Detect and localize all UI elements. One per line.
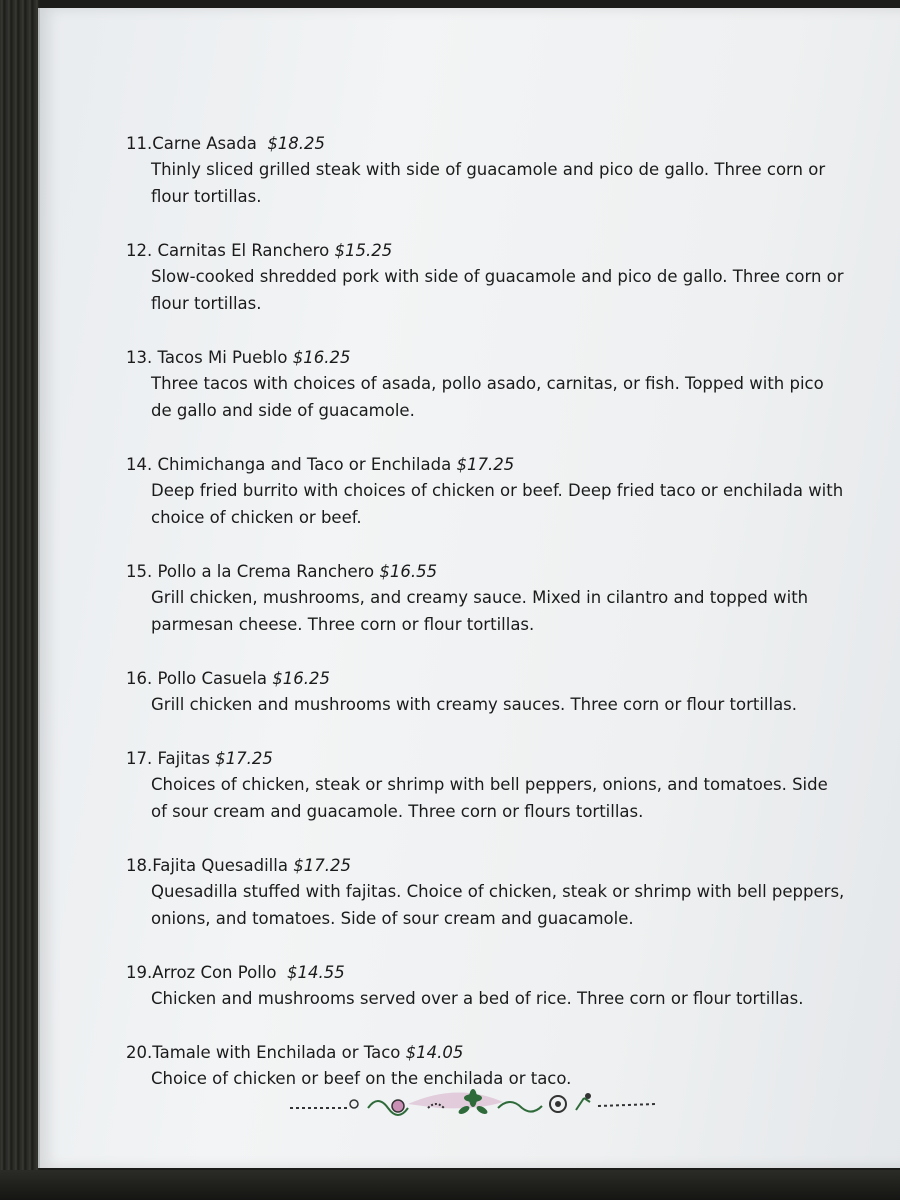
item-price: $14.55 [286, 963, 345, 982]
item-price: $18.25 [267, 134, 326, 153]
item-name: 16. Pollo Casuela [126, 669, 267, 688]
menu-item-16 [126, 667, 846, 718]
floral-divider-icon [288, 1082, 658, 1122]
menu-item-11 [126, 132, 846, 210]
item-name: 11.Carne Asada [126, 134, 257, 153]
item-description: Choices of chicken, steak or shrimp with bell peppers, onions, and tomatoes. Side of sour cream and guacamole. Three corn or flours tortillas. [151, 775, 828, 821]
item-price: $17.25 [215, 749, 273, 768]
item-price: $17.25 [293, 856, 351, 875]
item-description: Chicken and mushrooms served over a bed of rice. Three corn or flour tortillas. [151, 989, 804, 1008]
item-description: Slow-cooked shredded pork with side of guacamole and pico de gallo. Three corn or flour tortillas. [151, 267, 844, 313]
item-name: 19.Arroz Con Pollo [126, 963, 277, 982]
item-description: Grill chicken, mushrooms, and creamy sauce. Mixed in cilantro and topped with parmesan cheese. Three corn or flour tortillas. [151, 588, 809, 634]
item-description: Choice of chicken or beef on the enchilada or taco. [151, 1069, 572, 1088]
item-price: $16.25 [272, 669, 330, 688]
item-name: 13. Tacos Mi Pueblo [126, 348, 288, 367]
item-price: $15.25 [334, 241, 393, 260]
menu-item-13 [126, 346, 846, 424]
menu-item-12 [126, 239, 846, 317]
item-price: $14.05 [405, 1043, 464, 1062]
item-description: Grill chicken and mushrooms with creamy sauces. Three corn or flour tortillas. [151, 695, 798, 714]
item-name: 12. Carnitas El Ranchero [126, 241, 330, 260]
item-name: 17. Fajitas [126, 749, 210, 768]
menu-item-19 [126, 961, 846, 1012]
item-description: Three tacos with choices of asada, pollo asado, carnitas, or fish. Topped with pico de gallo and side of guacamole. [151, 374, 824, 420]
menu-list [126, 132, 846, 1121]
item-name: 20.Tamale with Enchilada or Taco [126, 1043, 401, 1062]
item-name: 15. Pollo a la Crema Ranchero [126, 562, 375, 581]
item-name: 18.Fajita Quesadilla [126, 856, 288, 875]
item-price: $16.25 [292, 348, 351, 367]
menu-item-18 [126, 854, 846, 932]
menu-item-15 [126, 560, 846, 638]
item-description: Deep fried burrito with choices of chicken or beef. Deep fried taco or enchilada with choice of chicken or beef. [151, 481, 844, 527]
binder-edge [0, 1170, 900, 1200]
item-description: Thinly sliced grilled steak with side of guacamole and pico de gallo. Three corn or flour tortillas. [151, 160, 826, 206]
menu-item-17 [126, 747, 846, 825]
item-price: $16.55 [379, 562, 438, 581]
item-price: $17.25 [456, 455, 515, 474]
item-description: Quesadilla stuffed with fajitas. Choice of chicken, steak or shrimp with bell peppers, onions, and tomatoes. Side of sour cream and guacamole. [151, 882, 845, 928]
item-name: 14. Chimichanga and Taco or Enchilada [126, 455, 452, 474]
menu-item-14 [126, 453, 846, 531]
binder-spine [0, 0, 40, 1200]
